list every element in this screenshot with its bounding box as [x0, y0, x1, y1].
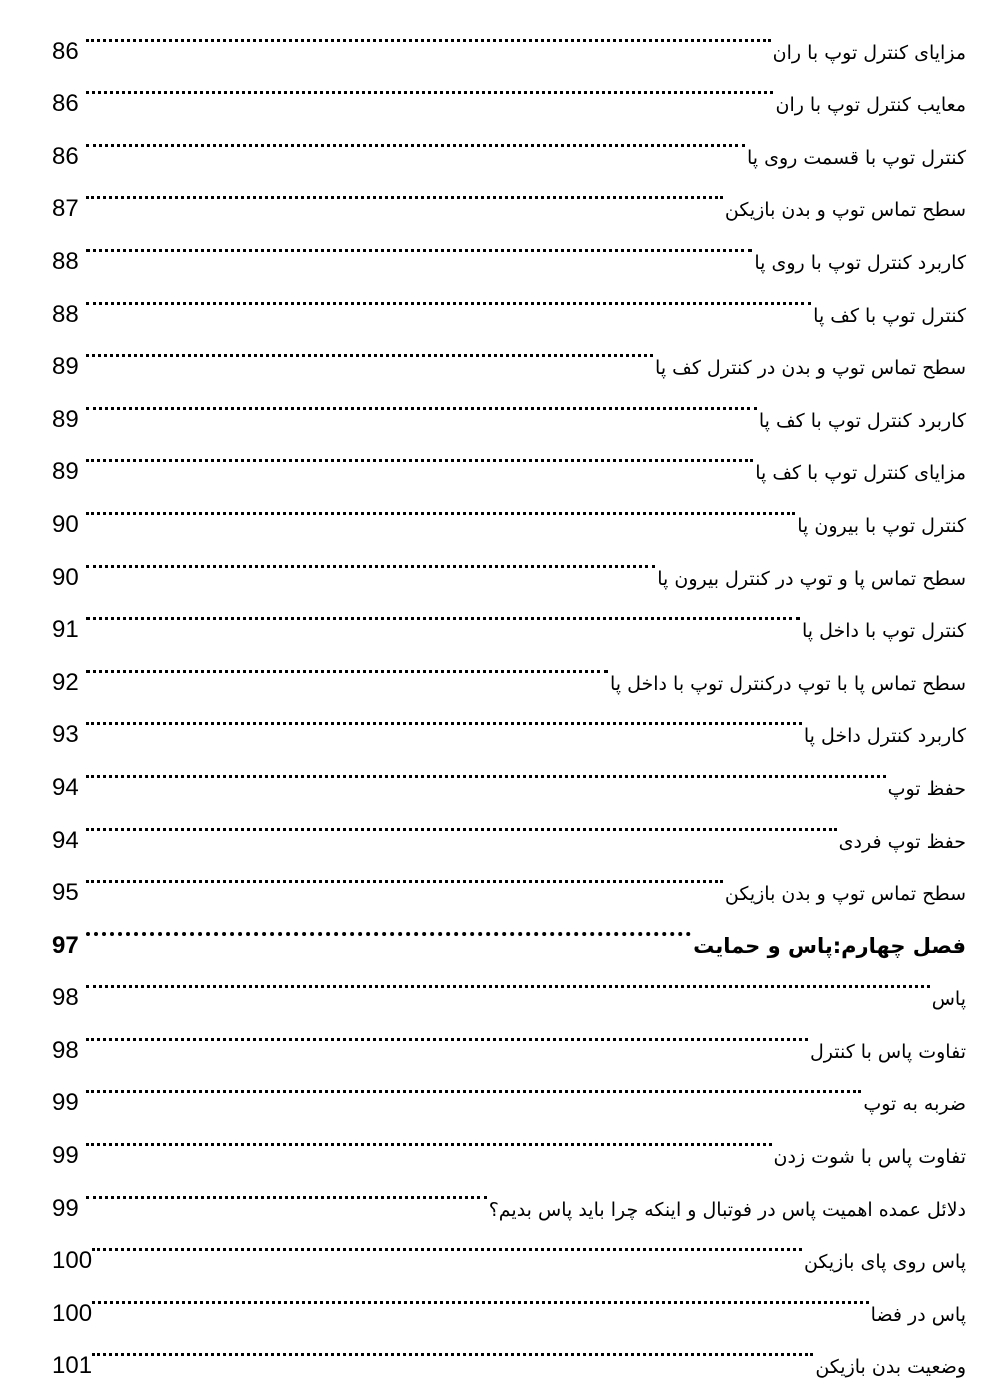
toc-entry-title: حفظ توپ فردی	[838, 830, 966, 853]
dot-leader	[86, 585, 802, 638]
toc-entry[interactable]	[52, 742, 966, 801]
toc-entry-title: کنترل توپ با قسمت روی پا	[746, 146, 966, 169]
toc-entry-page-number: 91	[52, 616, 79, 644]
toc-entry-page-number: 88	[52, 300, 79, 328]
toc-entry-title: دلائل عمده اهمیت پاس در فوتبال و اینکه چرا باید پاس بدیم؟	[488, 1198, 966, 1221]
toc-chapter-page-number: 97	[52, 931, 79, 959]
dot-leader	[86, 1005, 810, 1058]
toc-entry-title: کاربرد کنترل توپ با کف پا	[758, 409, 966, 432]
toc-entry-page-number: 94	[52, 773, 79, 801]
dot-leader	[92, 1216, 804, 1269]
dot-leader	[86, 795, 839, 848]
dot-leader	[86, 532, 657, 585]
toc-entry-title: وضعیت بدن بازیکن	[815, 1356, 966, 1379]
toc-entry[interactable]	[52, 848, 966, 907]
dot-leader	[86, 953, 932, 1006]
dot-leader	[86, 1110, 774, 1163]
toc-entry-title: تفاوت پاس با شوت زدن	[773, 1146, 966, 1169]
toc-entry[interactable]	[52, 6, 966, 65]
dot-leader	[92, 1321, 815, 1374]
dot-leader	[86, 637, 610, 690]
toc-entry-page-number: 100	[52, 1247, 93, 1275]
toc-entry-title: پاس	[931, 988, 966, 1011]
toc-entry-page-number: 95	[52, 879, 79, 907]
toc-entry-page-number: 94	[52, 826, 79, 854]
dot-leader	[86, 111, 747, 164]
toc-entry-page-number: 98	[52, 984, 79, 1012]
dot-leader	[86, 848, 725, 901]
toc-entry-title: کنترل توپ با کف پا	[813, 304, 966, 327]
toc-entry-page-number: 88	[52, 247, 79, 275]
toc-entry-page-number: 100	[52, 1299, 93, 1327]
toc-entry-title: سطح تماس توپ و بدن بازیکن	[724, 199, 966, 222]
dot-leader	[86, 216, 754, 269]
toc-entry-title: مزایای کنترل توپ با کف پا	[755, 462, 966, 485]
toc-entry-page-number: 99	[52, 1142, 79, 1170]
toc-entry-title: کنترل توپ با داخل پا	[802, 620, 966, 643]
toc-entry-title: کنترل توپ با بیرون پا	[797, 514, 966, 537]
toc-entry-page-number: 98	[52, 1036, 79, 1064]
dot-leader	[86, 479, 797, 532]
dot-leader	[86, 164, 725, 217]
dot-leader	[86, 269, 813, 322]
toc-entry-page-number: 89	[52, 458, 79, 486]
toc-entry[interactable]	[52, 795, 966, 854]
toc-entry-title: سطح تماس توپ و بدن بازیکن	[724, 883, 966, 906]
dot-leader	[86, 1058, 863, 1111]
toc-entry-page-number: 99	[52, 1089, 79, 1117]
toc-entry-page-number: 101	[52, 1352, 93, 1380]
toc-entry-title: کاربرد کنترل داخل پا	[803, 725, 966, 748]
toc-entry-page-number: 93	[52, 721, 79, 749]
toc-entry-page-number: 86	[52, 90, 79, 118]
toc-entry-page-number: 87	[52, 195, 79, 223]
toc-entry[interactable]	[52, 1005, 966, 1064]
toc-entry-title: سطح تماس پا و توپ در کنترل بیرون پا	[657, 567, 966, 590]
toc-entry-title: حفظ توپ	[887, 777, 966, 800]
dot-leader	[86, 1163, 489, 1216]
toc-entry-page-number: 86	[52, 142, 79, 170]
toc-entry[interactable]	[52, 1058, 966, 1117]
dot-leader	[86, 900, 693, 953]
toc-entry-title: معایب کنترل توپ با ران	[775, 94, 966, 117]
dot-leader	[86, 322, 655, 375]
toc-entry-page-number: 89	[52, 353, 79, 381]
toc-entry-title: سطح تماس توپ و بدن در کنترل کف پا	[655, 357, 966, 380]
dot-leader	[86, 374, 759, 427]
toc-entry-page-number: 90	[52, 510, 79, 538]
toc-entry-title: سطح تماس پا با توپ درکنترل توپ با داخل پا	[610, 672, 966, 695]
toc-entry-page-number: 86	[52, 37, 79, 65]
toc-entry-page-number: 89	[52, 405, 79, 433]
toc-entry-title: کاربرد کنترل توپ با روی پا	[754, 251, 966, 274]
toc-entry-title: پاس روی پای بازیکن	[803, 1251, 966, 1274]
toc-entry[interactable]	[52, 1110, 966, 1170]
toc-entry-title: پاس در فضا	[870, 1303, 966, 1326]
dot-leader	[86, 742, 888, 795]
toc-entry[interactable]	[52, 953, 966, 1012]
dot-leader	[86, 427, 755, 480]
dot-leader	[92, 1268, 871, 1321]
toc-chapter-title: فصل چهارم:پاس و حمایت	[693, 933, 966, 958]
toc-entry-title: مزایای کنترل توپ با ران	[772, 41, 966, 64]
toc-entry-page-number: 92	[52, 668, 79, 696]
dot-leader	[86, 6, 773, 59]
toc-entry-page-number: 99	[52, 1194, 79, 1222]
toc-entry[interactable]	[52, 1321, 966, 1380]
table-of-contents	[52, 6, 966, 1380]
toc-entry-title: تفاوت پاس با کنترل	[809, 1040, 966, 1063]
toc-entry[interactable]	[52, 1268, 966, 1327]
toc-entry-title: ضربه به توپ	[863, 1093, 966, 1116]
toc-entry-page-number: 90	[52, 563, 79, 591]
dot-leader	[86, 690, 804, 743]
dot-leader	[86, 59, 775, 112]
